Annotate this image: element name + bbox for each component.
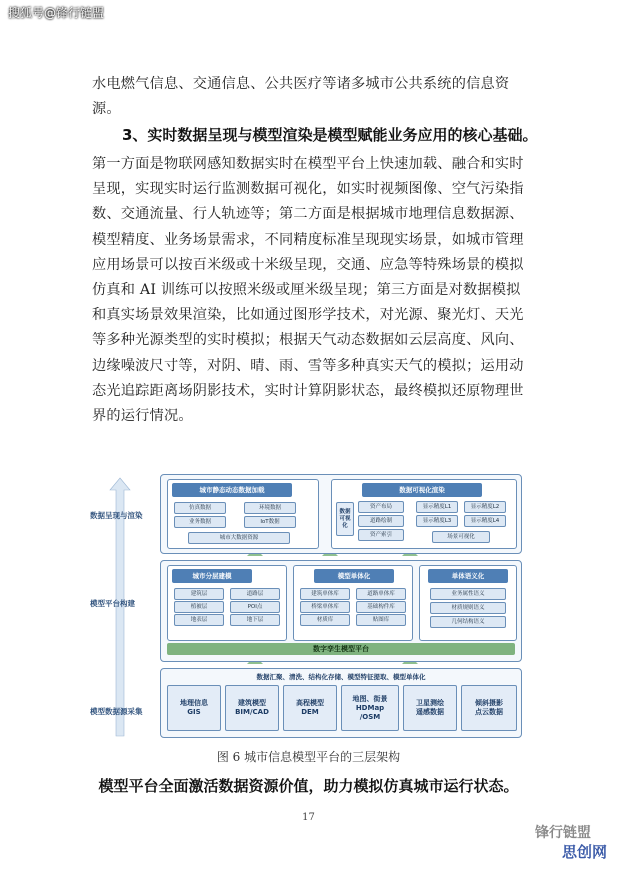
semantic-box <box>419 565 517 641</box>
mid-header-2: 模型单体化 <box>314 569 394 583</box>
source-layer <box>160 668 522 738</box>
item-sim: 仿真数据 <box>174 502 226 514</box>
source-bim: 建筑模型 BIM/CAD <box>225 685 279 731</box>
monomer-box <box>293 565 413 641</box>
mid-a-5: POI点 <box>230 601 280 613</box>
lod-3: 显示精度L3 <box>416 515 458 527</box>
mid-b-2: 桥梁单体库 <box>300 601 350 613</box>
mid-a-4: 地表层 <box>174 614 224 626</box>
section-heading: 3、实时数据呈现与模型渲染是模型赋能业务应用的核心基础。 <box>122 126 538 144</box>
mid-b-7: 贴图库 <box>356 614 406 626</box>
pipeline-text: 数据汇聚、清洗、结构化存储、模型特征提取、模型单体化 <box>256 673 426 681</box>
source-gis: 地理信息 GIS <box>167 685 221 731</box>
source-satellite: 卫星测绘 遥感数据 <box>403 685 457 731</box>
source-oblique: 倾斜摄影 点云数据 <box>461 685 517 731</box>
render-layer <box>160 474 522 554</box>
scene-visual: 场景可视化 <box>432 531 490 543</box>
lod-1: 显示精度L1 <box>416 501 458 513</box>
mid-b-0: 建筑单体库 <box>300 588 350 600</box>
mid-a-7: 地下层 <box>230 614 280 626</box>
side-label-render: 数据呈现与渲染 <box>90 511 143 520</box>
item-env: 环境数据 <box>244 502 296 514</box>
item-iot: IoT数据 <box>244 516 296 528</box>
mid-b-6: 材质库 <box>300 614 350 626</box>
page-number: 17 <box>302 812 315 823</box>
mid-a-0: 建筑层 <box>174 588 224 600</box>
item-bigdata: 城市大数据资源 <box>188 532 290 544</box>
mid-a-1: 道路层 <box>230 588 280 600</box>
platform-layer <box>160 560 522 662</box>
mid-b-3: 基础构件库 <box>356 601 406 613</box>
mid-b-1: 道路单体库 <box>356 588 406 600</box>
asset-index: 资产索引 <box>358 529 404 541</box>
mid-c-0: 业务属性语义 <box>430 588 506 600</box>
top-left-header: 城市静态动态数据加载 <box>172 483 292 497</box>
watermark: 搜狐号@锋行链盟 <box>8 6 105 20</box>
architecture-figure <box>90 468 530 740</box>
visualization-box <box>331 479 517 549</box>
brand-logo: 思创网 <box>561 843 607 861</box>
mid-c-2: 几何结构语义 <box>430 616 506 628</box>
top-right-header: 数据可视化渲染 <box>362 483 482 497</box>
lod-4: 显示精度L4 <box>464 515 506 527</box>
road-draw: 道路绘制 <box>358 515 404 527</box>
side-label-platform: 模型平台构建 <box>90 599 135 608</box>
layered-modeling-box <box>167 565 287 641</box>
side-label-source: 模型数据源采集 <box>90 707 143 716</box>
paragraph-2-text: 第一方面是物联网感知数据实时在模型平台上快速加载、融合和实时呈现，实现实时运行监测数据可视化，如实时视频图像、空气污染指数、交通流量、行人轨迹等；第二方面是根据城市地理信息数据源、模型精度、业务场景需求，不同精度标准呈现现实场景，如城市管理应用场景可以按百米级或十米级呈现，交通、应急等特殊场景的模拟仿真和 AI 训练可以按照米级或厘米级呈现；第三方面是对数据模拟和真实场景效果渲染，比如通过图形学技术，对光源、聚光灯、天光等多种光源类型的实时模拟；根据天气动态数据如云层高度、风向、边缘噪波尺寸等，对阴、晴、雨、雪等多种真实天气的模拟；运用动态光追踪距离场阴影技术，实时计算阴影状态，最终模拟还原物理世界的运行情况。 <box>92 156 524 425</box>
digital-twin-platform: 数字孪生模型平台 <box>167 643 515 655</box>
summary-text: 模型平台全面激活数据资源价值，助力模拟仿真城市运行状态。 <box>98 777 519 795</box>
mid-header-1: 城市分层建模 <box>172 569 252 583</box>
mid-header-3: 单体语义化 <box>428 569 508 583</box>
data-visual-label: 数据 可视 化 <box>336 502 354 536</box>
paragraph-2 <box>92 152 530 429</box>
source-hdmap: 地图、街景 HDMap /OSM <box>341 685 399 731</box>
figure-caption: 图 6 城市信息模型平台的三层架构 <box>216 750 401 764</box>
brand-watermark: 锋行链盟 <box>535 825 591 841</box>
source-dem: 高程模型 DEM <box>283 685 337 731</box>
item-biz: 业务数据 <box>174 516 226 528</box>
paragraph-1-text: 水电燃气信息、交通信息、公共医疗等诸多城市公共系统的信息资源。 <box>92 76 510 118</box>
mid-a-2: 植被层 <box>174 601 224 613</box>
mid-c-1: 材质规则语义 <box>430 602 506 614</box>
lod-2: 显示精度L2 <box>464 501 506 513</box>
asset-layout: 资产布局 <box>358 501 404 513</box>
paragraph-1 <box>92 72 530 122</box>
static-dynamic-box <box>167 479 319 549</box>
